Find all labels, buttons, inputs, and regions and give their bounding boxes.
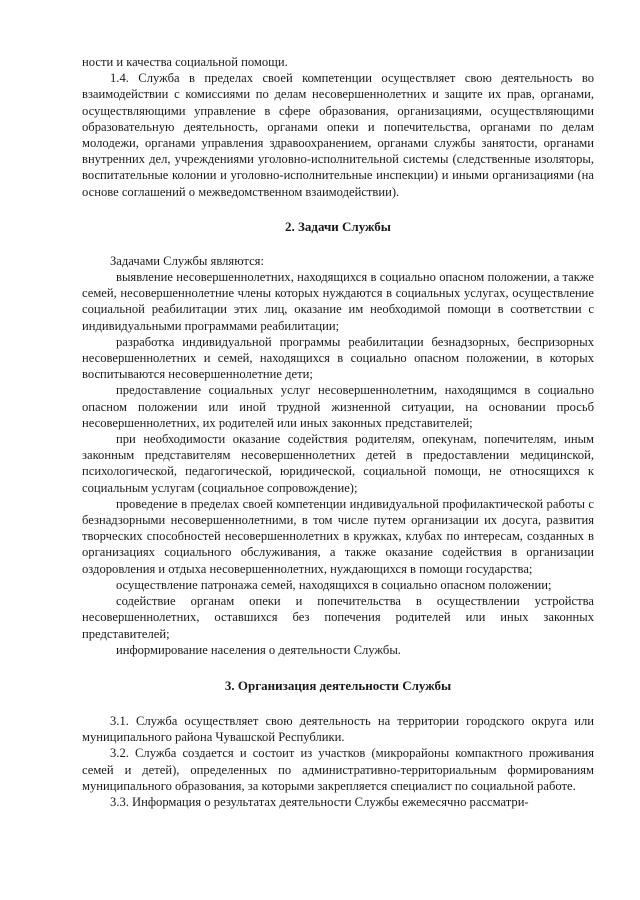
section-2-title: 2. Задачи Службы (285, 218, 391, 234)
paragraph-3-1: 3.1. Служба осуществляет свою деятельность на территории городского округа или муниципального района Чувашской Республики. (82, 713, 594, 745)
section-2-lead: Задачами Службы являются: (110, 253, 264, 268)
paragraph-1-4: 1.4. Служба в пределах своей компетенции осуществляет свою деятельность во взаимодействии с комиссиями по делам несовершеннолетних и защите их прав, органами, осуществляющими управление в сфере образования, организациями, осуществляющими образовательную деятельность, органами опеки и попечительства, органами по делам молодежи, органами управления здравоохранением, органами службы занятости, органами внутренних дел, учреждениями уголовно-исполнительной системы (следственные изоляторы, воспитательные колонии и уголовно-исполнительные инспекции) и иными организациями (на основе соглашений о межведомственном взаимодействии). (82, 71, 594, 199)
task-item: выявление несовершеннолетних, находящихся в социально опасном положении, а также семей, несовершеннолетние члены которых нуждаются в социальных услугах, осуществление социальной реабилитации этих лиц, оказание им необходимой помощи в соответствии с индивидуальными программами реабилитации; (82, 270, 594, 333)
paragraph-3-2: 3.2. Служба создается и состоит из участков (микрорайоны компактного проживания семей и детей), определенных по административно-территориальным формированиям муниципального образования, за которыми закрепляется специалист по социальной работе. (82, 746, 594, 793)
task-item: содействие органам опеки и попечительства в осуществлении устройства несовершеннолетних, оставшихся без попечения родителей или иных законных представителей; (82, 594, 594, 641)
task-item: осуществление патронажа семей, находящихся в социально опасном положении; (116, 577, 552, 592)
task-item: при необходимости оказание содействия родителям, опекунам, попечителям, иным законным представителям несовершеннолетних детей в предоставлении медицинской, психологической, педагогической, юридической, социальной помощи, не относящихся к социальным услугам (социальное сопровождение); (82, 432, 594, 495)
section-3-title: 3. Организация деятельности Службы (224, 677, 452, 693)
task-item: предоставление социальных услуг несовершеннолетним, находящимся в социально опасном положении или иной трудной жизненной ситуации, на основании просьб несовершеннолетних, их родителей или иных законных представителей; (82, 383, 594, 430)
intro-fragment: ности и качества социальной помощи. (82, 55, 288, 69)
task-item: информирование населения о деятельности Службы. (116, 642, 401, 657)
task-item: проведение в пределах своей компетенции индивидуальной профилактической работы с безнадзорными несовершеннолетними, в том числе путем организации их досуга, развития творческих способностей несовершеннолетних в кружках, клубах по интересам, созданных в организациях социального обслуживания, а также оказание содействия в организации оздоровления и отдыха несовершеннолетних, нуждающихся в помощи государства; (82, 496, 594, 576)
task-item: разработка индивидуальной программы реабилитации безнадзорных, беспризорных несовершеннолетних и семей, находящихся в социально опасном положении, в которых воспитываются несовершеннолетние дети; (82, 334, 594, 382)
paragraph-3-3: 3.3. Информация о результатах деятельности Службы ежемесячно рассматри- (110, 794, 529, 809)
